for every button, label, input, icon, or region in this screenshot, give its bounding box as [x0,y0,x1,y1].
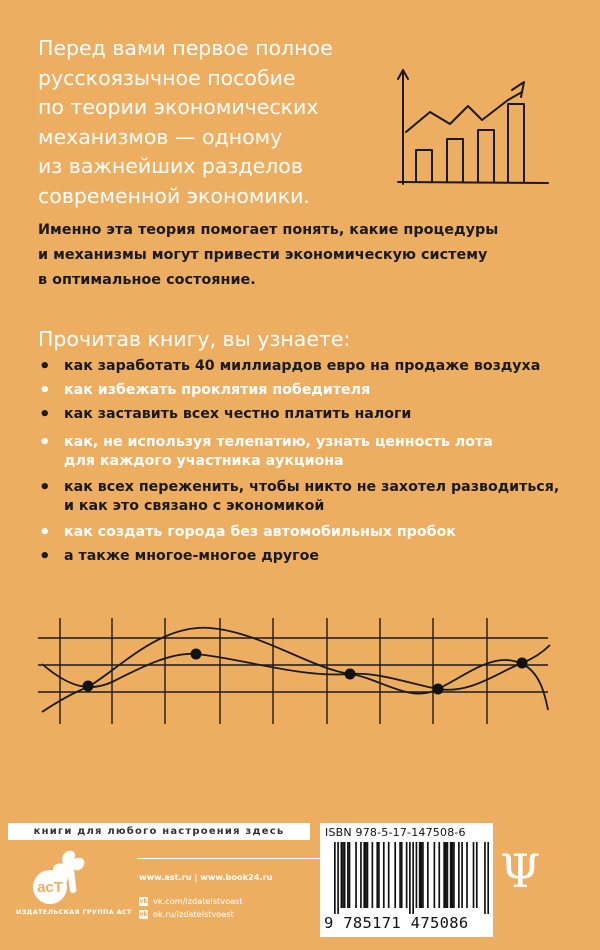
barcode-digits: 9 785171 475086 [324,914,469,932]
barcode-bar [427,842,429,908]
vk-icon: vk [139,898,148,905]
barcode-bar [484,842,486,914]
list-item: • как заработать 40 миллиардов евро на продаже воздуха [39,356,541,377]
intro-line: русскоязычное пособие [38,65,296,90]
bullet-icon: • [39,546,51,567]
social-links [139,895,243,921]
social-link-ok[interactable]: ok ok.ru/izdatelstvoast [139,909,234,919]
list-item: • как всех переженить, чтобы никто не захотел разводиться, и как это связано с экономикой [39,476,560,514]
barcode-bar [399,842,401,908]
barcode-bar [401,842,403,908]
intro-line: из важнейших разделов [38,154,303,178]
learn-heading: Прочитав книгу, вы узнаете: [38,327,351,351]
curve-two [42,628,548,712]
barcode-bar [363,842,365,908]
websites[interactable]: www.ast.ru | www.book24.ru [139,872,273,882]
barcode-bar [344,842,346,908]
intersection-point [517,658,528,669]
barcode-bar [372,842,374,908]
curve-one [42,645,550,690]
logo-text: acT [37,879,63,896]
intersection-point [83,681,94,692]
social-link-vk[interactable]: vk vk.com/izdatelstvoast [139,896,243,906]
ok-icon: ok [139,911,148,918]
list-item: • как создать города без автомобильных пробок [39,521,456,543]
bullet-icon: • [39,476,51,498]
barcode-bar [342,842,344,908]
barcode-bar [445,842,447,908]
barcode-bar [365,842,367,908]
barcode-bar [434,842,436,908]
barcode-bar [453,842,455,908]
barcode-bar [376,842,378,908]
barcode-bar [367,842,369,908]
barcode-bar [355,842,357,908]
barcode-bar [378,842,380,908]
intro-line: Перед вами первое полное [38,36,333,60]
bullet-icon: • [39,404,51,425]
barcode-bar [406,842,408,908]
list-item: • как заставить всех честно платить налоги [39,404,412,425]
bar-chart-illustration [390,62,560,192]
bullet-icon: • [39,356,51,377]
publisher-caption: ИЗДАТЕЛЬСКАЯ ГРУППА АСТ [16,908,132,916]
list-item: • а также многое-многое другое [39,546,319,567]
barcode-bar [334,842,336,914]
bullet-icon: • [39,431,51,453]
summary-paragraph [38,218,578,293]
barcode-bar [347,842,349,908]
intro-paragraph [38,34,398,211]
isbn-text: ISBN 978-5-17-147508-6 [325,826,466,839]
bullet-icon: • [39,521,51,543]
intersection-point [345,669,356,680]
barcode-bar [409,842,411,914]
barcode-bar [450,842,452,908]
barcode-bar [451,842,453,908]
summary-line: Именно эта теория помогает понять, какие процедуры [38,222,499,238]
summary-line: и механизмы могут привести экономическую систему [38,247,488,263]
intro-line: по теории экономических [38,95,319,119]
barcode-bar [383,842,385,908]
barcode-bar [360,842,362,908]
barcode-bar [487,842,489,914]
ast-logo [30,847,100,907]
list-item: • как избежать проклятия победителя [39,379,371,401]
barcode-bar [443,842,445,908]
intersection-point [433,684,444,695]
barcode-bar [473,842,475,908]
barcode-bar [461,842,463,908]
barcode-bar [388,842,390,908]
barcode-bar [458,842,460,908]
barcode-bar [416,842,418,908]
summary-line: в оптимальное состояние. [38,272,256,288]
barcode-bar [438,842,440,908]
intro-line: современной экономики. [38,183,310,208]
barcode-bar [412,842,414,914]
list-item: • как, не используя телепатию, узнать ценность лота для каждого участника аукциона [39,431,493,469]
feature-list [38,357,578,567]
divider [137,858,322,859]
barcode-bar [447,842,449,908]
barcode-bar [337,842,339,914]
barcode-bar [341,842,343,908]
barcode-bar [422,842,424,908]
barcode-bar [394,842,396,908]
barcode-bar [466,842,468,908]
tagline-banner: книги для любого настроения здесь [8,823,310,840]
barcode-bar [349,842,351,908]
barcode-bar [419,842,421,908]
barcode-bar [476,842,478,908]
psi-icon: Ψ [500,844,541,898]
wave-grid-illustration [0,600,600,730]
bullet-icon: • [39,379,51,401]
barcode-bars [334,842,489,914]
intersection-point [191,649,202,660]
barcode-bar [420,842,422,908]
intro-line: механизмов — одному [38,124,283,149]
